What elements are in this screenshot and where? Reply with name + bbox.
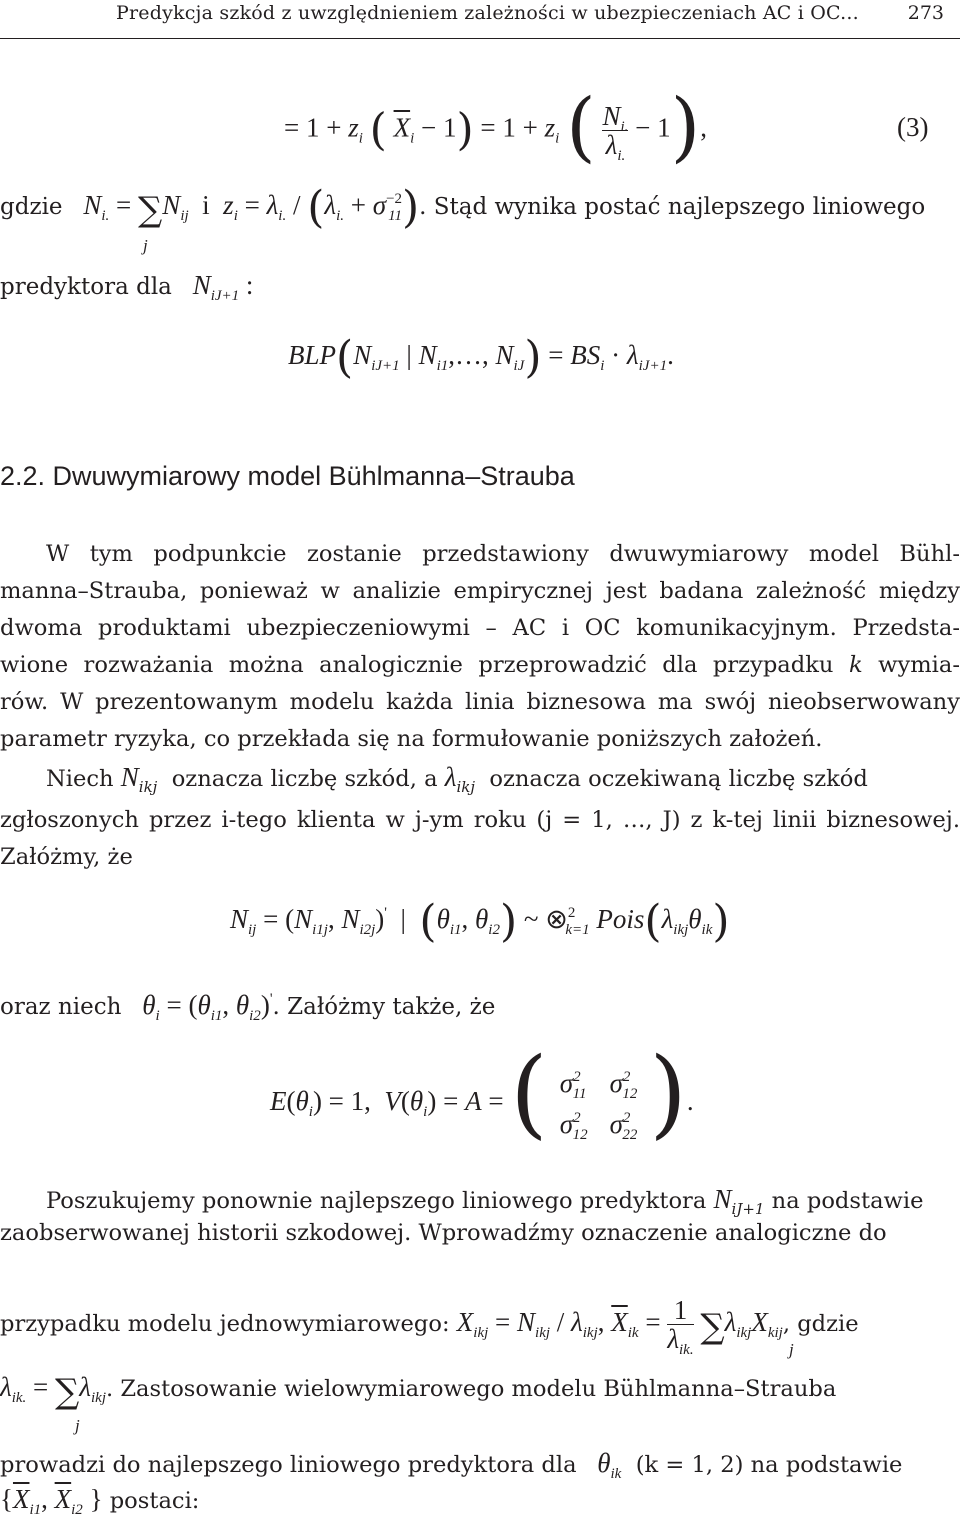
p3-line-2: zaobserwowanej historii szkodowej. Wprowadźmy oznaczenie analogiczne do (0, 1220, 887, 1246)
p1-line-5: rów. W prezentowanym modelu każda linia biznesowa ma swój nieobserwowany (0, 689, 960, 715)
postaci-line: {$\overline{X}_{i1}$, $\overline{X}_{i2}$ } postaci: (0, 1484, 200, 1518)
section-heading: 2.2. Dwuwymiarowy model Bühlmanna–Strauba (0, 461, 575, 491)
covariance-equation: $E(\theta_i) = 1$, $V(\theta_i) = A$ = ( $\sigma^2_{11}$ $\sigma^2_{12}$ $\sigma^2_{12}$ $\sigma^2_{22}$ ). (270, 1037, 694, 1150)
word-predyktora: predyktora dla (0, 274, 172, 300)
p3-line-3: przypadku modelu jednowymiarowego: $X_{ikj} = N_{ikj} / \lambda_{ikj}$, $\overline{X}_{ik}$ = $\frac{1}{\lambda_{ik.}}$ $\sum\lambda_{ikj}X_{kij}$, gdzie (0, 1295, 859, 1359)
sum-index-j: j (143, 236, 148, 255)
running-title: Predykcja szkód z uwzględnieniem zależności w ubezpieczeniach AC i OC... (116, 2, 859, 24)
p2-line-1: Niech $N_{ikj}$ oznacza liczbę szkód, a $\lambda_{ikj}$ oznacza oczekiwaną liczbę szkód (46, 762, 868, 796)
p2-line-2: zgłoszonych przez i-tego klienta w j-ym roku (j = 1, …, J) z k-tej linii biznesowej. (0, 807, 960, 833)
p1-line-1: W tym podpunkcie zostanie przedstawiony dwuwymiarowy model Bühl- (46, 541, 960, 567)
blp-equation: $BLP(N_{iJ+1}$ | $N_{i1},\dots$, $N_{iJ}) = BS_i \cdot \lambda_{iJ+1}$. (288, 332, 674, 383)
p1-line-3: dwoma produktami ubezpieczeniowymi – AC i OC komunikacyjnym. Przedsta- (0, 615, 960, 641)
oraz-niech-line: oraz niech $\theta_i = (\theta_{i1}$, $\theta_{i2})'$. Załóżmy także, że (0, 990, 496, 1024)
predyktora-line: predyktora dla $N_{iJ+1}$ : (0, 270, 254, 304)
poisson-equation: $N_{ij} = (N_{i1j}$, $N_{i2j})'$ | ($\theta_{i1}$, $\theta_{i2}$) ~ ⊗$^2_{k=1}$ $Pois(\lambda_{ikj}\theta_{ik})$ (230, 896, 730, 947)
covariance-matrix: $\sigma^2_{11}$ $\sigma^2_{12}$ $\sigma^2_{12}$ $\sigma^2_{22}$ (559, 1068, 638, 1143)
prowadzi-line: prowadzi do najlepszego liniowego predyktora dla $\theta_{ik}$ (k = 1, 2) na podstawie (0, 1448, 903, 1482)
lambda-sum-line: $\lambda_{ik.} = \sum\lambda_{ikj}$. Zastosowanie wielowymiarowego modelu Bühlmanna–Strauba (0, 1372, 837, 1412)
paragraph-2 (0, 802, 960, 876)
sum-index-j-2: j (789, 1340, 794, 1359)
equation-number: (3) (897, 112, 929, 142)
p1-line-4: wione rozważania można analogicznie przeprowadzić dla przypadku k wymia- (0, 652, 960, 678)
page-number: 273 (907, 2, 944, 24)
word-stad: . Stąd wynika postać najlepszego liniowego (419, 194, 926, 220)
p2-line-3: Załóżmy, że (0, 844, 133, 870)
sum-index-j-3: j (75, 1416, 80, 1435)
definition-line: gdzie $N_{i.} = \sum N_{ij}$ i $z_i = \lambda_{i.} / (\lambda_{i.} + \sigma^{-2}_{11})$. Stąd wynika postać najlepszego liniowego (0, 182, 926, 233)
p3-line-1: Poszukujemy ponownie najlepszego liniowego predyktora $N_{iJ+1}$ na podstawie (46, 1184, 924, 1218)
paragraph-1 (0, 536, 960, 758)
p1-line-6: parametr ryzyka, co przekłada się na formułowanie poniższych założeń. (0, 726, 823, 752)
equation-3: = $1 + z_i$ ( $\overline{X}_i - 1) = 1 + z_i$ ( $\frac{N_{i.}}{\lambda_{i.}}$ − 1), (284, 81, 708, 171)
word-gdzie: gdzie (0, 194, 63, 220)
p1-line-2: manna–Strauba, ponieważ w analizie empirycznej jest badana zależność między (0, 578, 960, 604)
running-header (0, 0, 960, 39)
